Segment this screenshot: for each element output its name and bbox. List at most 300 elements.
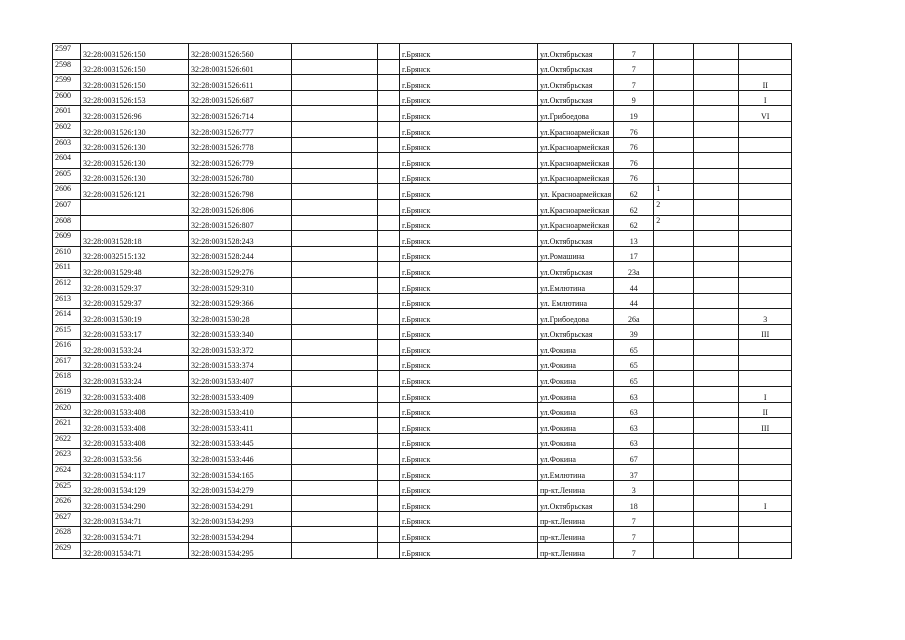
empty-cell (694, 137, 739, 153)
empty-cell (292, 355, 378, 371)
parcel-cadastral-number-cell: 32:28:0031530:19 (81, 309, 189, 325)
city-cell: г.Брянск (400, 449, 538, 465)
object-cadastral-number-cell: 32:28:0031529:276 (189, 262, 292, 278)
premises-number-cell (739, 184, 792, 200)
house-number-cell: 62 (614, 199, 654, 215)
empty-cell (292, 246, 378, 262)
object-cadastral-number-cell: 32:28:0031526:687 (189, 90, 292, 106)
house-number-cell: 18 (614, 496, 654, 512)
empty-cell (292, 340, 378, 356)
city-cell: г.Брянск (400, 106, 538, 122)
row-number-cell: 2608 (53, 215, 81, 231)
street-cell: пр-кт.Ленина (538, 480, 614, 496)
city-cell: г.Брянск (400, 231, 538, 247)
street-cell: ул. Емлютина (538, 293, 614, 309)
parcel-cadastral-number-cell: 32:28:0031526:130 (81, 121, 189, 137)
street-cell: пр-кт.Ленина (538, 511, 614, 527)
house-number-cell: 9 (614, 90, 654, 106)
house-number-cell: 7 (614, 75, 654, 91)
table-row (53, 480, 792, 496)
street-cell: ул. Красноармейская (538, 184, 614, 200)
building-number-cell (654, 418, 694, 434)
table-row (53, 215, 792, 231)
table-row (53, 496, 792, 512)
object-cadastral-number-cell: 32:28:0031534:165 (189, 465, 292, 481)
premises-number-cell: I (739, 387, 792, 403)
premises-number-cell: I (739, 496, 792, 512)
street-cell: ул.Грибоедова (538, 106, 614, 122)
house-number-cell: 76 (614, 121, 654, 137)
building-number-cell (654, 511, 694, 527)
house-number-cell: 76 (614, 168, 654, 184)
object-cadastral-number-cell: 32:28:0031528:244 (189, 246, 292, 262)
city-cell: г.Брянск (400, 199, 538, 215)
parcel-cadastral-number-cell: 32:28:0031534:71 (81, 527, 189, 543)
building-number-cell (654, 449, 694, 465)
parcel-cadastral-number-cell: 32:28:0031526:150 (81, 44, 189, 60)
empty-cell (378, 355, 400, 371)
object-cadastral-number-cell: 32:28:0031533:372 (189, 340, 292, 356)
row-number-cell: 2622 (53, 433, 81, 449)
empty-cell (694, 75, 739, 91)
parcel-cadastral-number-cell: 32:28:0031534:129 (81, 480, 189, 496)
parcel-cadastral-number-cell: 32:28:0031529:48 (81, 262, 189, 278)
row-number-cell: 2626 (53, 496, 81, 512)
city-cell: г.Брянск (400, 465, 538, 481)
city-cell: г.Брянск (400, 355, 538, 371)
empty-cell (292, 402, 378, 418)
premises-number-cell (739, 246, 792, 262)
parcel-cadastral-number-cell: 32:28:0031526:96 (81, 106, 189, 122)
city-cell: г.Брянск (400, 496, 538, 512)
building-number-cell (654, 402, 694, 418)
table-row (53, 106, 792, 122)
street-cell: ул.Октябрьская (538, 496, 614, 512)
city-cell: г.Брянск (400, 90, 538, 106)
house-number-cell: 63 (614, 433, 654, 449)
parcel-cadastral-number-cell: 32:28:0031526:150 (81, 75, 189, 91)
street-cell: ул.Фокина (538, 355, 614, 371)
empty-cell (378, 75, 400, 91)
building-number-cell (654, 59, 694, 75)
building-number-cell (654, 44, 694, 60)
empty-cell (378, 106, 400, 122)
premises-number-cell: II (739, 402, 792, 418)
table-row (53, 75, 792, 91)
empty-cell (378, 168, 400, 184)
row-number-cell: 2609 (53, 231, 81, 247)
house-number-cell: 63 (614, 387, 654, 403)
empty-cell (694, 402, 739, 418)
row-number-cell: 2613 (53, 293, 81, 309)
table-row (53, 418, 792, 434)
premises-number-cell: 3 (739, 309, 792, 325)
empty-cell (378, 340, 400, 356)
parcel-cadastral-number-cell: 32:28:0031534:71 (81, 543, 189, 559)
parcel-cadastral-number-cell: 32:28:0031529:37 (81, 277, 189, 293)
table-row (53, 246, 792, 262)
empty-cell (694, 184, 739, 200)
premises-number-cell (739, 199, 792, 215)
parcel-cadastral-number-cell: 32:28:0031526:130 (81, 153, 189, 169)
house-number-cell: 13 (614, 231, 654, 247)
empty-cell (694, 433, 739, 449)
row-number-cell: 2610 (53, 246, 81, 262)
row-number-cell: 2601 (53, 106, 81, 122)
parcel-cadastral-number-cell: 32:28:0031533:24 (81, 340, 189, 356)
object-cadastral-number-cell: 32:28:0031526:560 (189, 44, 292, 60)
empty-cell (378, 480, 400, 496)
empty-cell (292, 59, 378, 75)
object-cadastral-number-cell: 32:28:0031529:366 (189, 293, 292, 309)
row-number-cell: 2617 (53, 355, 81, 371)
street-cell: ул.Ромашина (538, 246, 614, 262)
empty-cell (292, 153, 378, 169)
empty-cell (378, 387, 400, 403)
building-number-cell (654, 340, 694, 356)
empty-cell (694, 449, 739, 465)
premises-number-cell (739, 59, 792, 75)
parcel-cadastral-number-cell: 32:28:0031526:153 (81, 90, 189, 106)
parcel-cadastral-number-cell: 32:28:0031533:408 (81, 387, 189, 403)
parcel-cadastral-number-cell: 32:28:0031533:24 (81, 355, 189, 371)
object-cadastral-number-cell: 32:28:0031526:780 (189, 168, 292, 184)
table-row (53, 465, 792, 481)
table-row (53, 309, 792, 325)
table-row (53, 231, 792, 247)
street-cell: ул.Красноармейская (538, 168, 614, 184)
row-number-cell: 2615 (53, 324, 81, 340)
building-number-cell (654, 231, 694, 247)
building-number-cell (654, 355, 694, 371)
street-cell: пр-кт.Ленина (538, 543, 614, 559)
empty-cell (378, 184, 400, 200)
street-cell: ул.Фокина (538, 387, 614, 403)
empty-cell (694, 121, 739, 137)
house-number-cell: 7 (614, 44, 654, 60)
row-number-cell: 2602 (53, 121, 81, 137)
premises-number-cell: III (739, 324, 792, 340)
empty-cell (694, 59, 739, 75)
table-body (53, 44, 792, 559)
empty-cell (292, 75, 378, 91)
object-cadastral-number-cell: 32:28:0031534:291 (189, 496, 292, 512)
city-cell: г.Брянск (400, 277, 538, 293)
city-cell: г.Брянск (400, 59, 538, 75)
row-number-cell: 2607 (53, 199, 81, 215)
premises-number-cell (739, 262, 792, 278)
parcel-cadastral-number-cell: 32:28:0031526:130 (81, 137, 189, 153)
empty-cell (292, 387, 378, 403)
building-number-cell (654, 277, 694, 293)
building-number-cell (654, 465, 694, 481)
empty-cell (378, 543, 400, 559)
empty-cell (378, 527, 400, 543)
premises-number-cell: VI (739, 106, 792, 122)
city-cell: г.Брянск (400, 543, 538, 559)
empty-cell (378, 231, 400, 247)
city-cell: г.Брянск (400, 262, 538, 278)
house-number-cell: 7 (614, 59, 654, 75)
object-cadastral-number-cell: 32:28:0031528:243 (189, 231, 292, 247)
building-number-cell (654, 433, 694, 449)
object-cadastral-number-cell: 32:28:0031529:310 (189, 277, 292, 293)
parcel-cadastral-number-cell: 32:28:0031528:18 (81, 231, 189, 247)
house-number-cell: 65 (614, 355, 654, 371)
object-cadastral-number-cell: 32:28:0031534:279 (189, 480, 292, 496)
house-number-cell: 62 (614, 184, 654, 200)
object-cadastral-number-cell: 32:28:0031533:340 (189, 324, 292, 340)
street-cell: ул.Емлютина (538, 277, 614, 293)
object-cadastral-number-cell: 32:28:0031526:601 (189, 59, 292, 75)
building-number-cell: 2 (654, 199, 694, 215)
row-number-cell: 2611 (53, 262, 81, 278)
parcel-cadastral-number-cell: 32:28:0031533:17 (81, 324, 189, 340)
house-number-cell: 26а (614, 309, 654, 325)
empty-cell (378, 262, 400, 278)
object-cadastral-number-cell: 32:28:0031526:806 (189, 199, 292, 215)
street-cell: ул.Фокина (538, 449, 614, 465)
object-cadastral-number-cell: 32:28:0031533:407 (189, 371, 292, 387)
building-number-cell (654, 106, 694, 122)
empty-cell (378, 449, 400, 465)
object-cadastral-number-cell: 32:28:0031526:807 (189, 215, 292, 231)
empty-cell (292, 324, 378, 340)
object-cadastral-number-cell: 32:28:0031534:293 (189, 511, 292, 527)
house-number-cell: 17 (614, 246, 654, 262)
empty-cell (378, 246, 400, 262)
city-cell: г.Брянск (400, 137, 538, 153)
premises-number-cell (739, 137, 792, 153)
building-number-cell (654, 309, 694, 325)
row-number-cell: 2627 (53, 511, 81, 527)
empty-cell (694, 106, 739, 122)
empty-cell (292, 465, 378, 481)
table-row (53, 355, 792, 371)
street-cell: ул.Фокина (538, 418, 614, 434)
house-number-cell: 44 (614, 277, 654, 293)
premises-number-cell (739, 215, 792, 231)
empty-cell (292, 137, 378, 153)
row-number-cell: 2629 (53, 543, 81, 559)
premises-number-cell (739, 355, 792, 371)
parcel-cadastral-number-cell: 32:28:0031533:408 (81, 418, 189, 434)
empty-cell (292, 44, 378, 60)
parcel-cadastral-number-cell: 32:28:0031533:24 (81, 371, 189, 387)
house-number-cell: 76 (614, 137, 654, 153)
street-cell: пр-кт.Ленина (538, 527, 614, 543)
premises-number-cell (739, 340, 792, 356)
building-number-cell (654, 153, 694, 169)
premises-number-cell (739, 44, 792, 60)
house-number-cell: 67 (614, 449, 654, 465)
street-cell: ул.Октябрьская (538, 231, 614, 247)
parcel-cadastral-number-cell: 32:28:0031533:408 (81, 402, 189, 418)
empty-cell (292, 293, 378, 309)
table-row (53, 293, 792, 309)
building-number-cell (654, 480, 694, 496)
empty-cell (292, 449, 378, 465)
building-number-cell (654, 371, 694, 387)
empty-cell (378, 44, 400, 60)
premises-number-cell: I (739, 90, 792, 106)
empty-cell (292, 433, 378, 449)
street-cell: ул.Октябрьская (538, 90, 614, 106)
building-number-cell (654, 324, 694, 340)
parcel-cadastral-number-cell: 32:28:0031529:37 (81, 293, 189, 309)
parcel-cadastral-number-cell: 32:28:0031526:121 (81, 184, 189, 200)
object-cadastral-number-cell: 32:28:0031526:777 (189, 121, 292, 137)
row-number-cell: 2614 (53, 309, 81, 325)
empty-cell (378, 433, 400, 449)
empty-cell (694, 309, 739, 325)
cadastral-register-table (52, 43, 792, 559)
premises-number-cell (739, 277, 792, 293)
row-number-cell: 2599 (53, 75, 81, 91)
object-cadastral-number-cell: 32:28:0031534:295 (189, 543, 292, 559)
street-cell: ул.Красноармейская (538, 153, 614, 169)
empty-cell (694, 418, 739, 434)
premises-number-cell (739, 527, 792, 543)
house-number-cell: 7 (614, 527, 654, 543)
city-cell: г.Брянск (400, 153, 538, 169)
object-cadastral-number-cell: 32:28:0031526:779 (189, 153, 292, 169)
empty-cell (378, 309, 400, 325)
row-number-cell: 2605 (53, 168, 81, 184)
empty-cell (292, 215, 378, 231)
empty-cell (694, 387, 739, 403)
empty-cell (292, 262, 378, 278)
row-number-cell: 2624 (53, 465, 81, 481)
street-cell: ул.Октябрьская (538, 44, 614, 60)
empty-cell (694, 293, 739, 309)
row-number-cell: 2621 (53, 418, 81, 434)
empty-cell (694, 511, 739, 527)
building-number-cell (654, 75, 694, 91)
building-number-cell (654, 387, 694, 403)
city-cell: г.Брянск (400, 121, 538, 137)
premises-number-cell (739, 168, 792, 184)
premises-number-cell: II (739, 75, 792, 91)
building-number-cell (654, 168, 694, 184)
table-row (53, 511, 792, 527)
table-row (53, 137, 792, 153)
row-number-cell: 2603 (53, 137, 81, 153)
city-cell: г.Брянск (400, 246, 538, 262)
building-number-cell (654, 543, 694, 559)
table-row (53, 387, 792, 403)
parcel-cadastral-number-cell: 32:28:0031533:408 (81, 433, 189, 449)
empty-cell (694, 543, 739, 559)
house-number-cell: 76 (614, 153, 654, 169)
empty-cell (292, 277, 378, 293)
empty-cell (378, 293, 400, 309)
table-row (53, 324, 792, 340)
premises-number-cell (739, 293, 792, 309)
object-cadastral-number-cell: 32:28:0031533:446 (189, 449, 292, 465)
premises-number-cell (739, 231, 792, 247)
object-cadastral-number-cell: 32:28:0031534:294 (189, 527, 292, 543)
street-cell: ул.Октябрьская (538, 262, 614, 278)
street-cell: ул.Фокина (538, 340, 614, 356)
city-cell: г.Брянск (400, 527, 538, 543)
building-number-cell (654, 90, 694, 106)
empty-cell (292, 184, 378, 200)
empty-cell (694, 262, 739, 278)
empty-cell (378, 277, 400, 293)
city-cell: г.Брянск (400, 75, 538, 91)
house-number-cell: 39 (614, 324, 654, 340)
row-number-cell: 2600 (53, 90, 81, 106)
empty-cell (292, 106, 378, 122)
street-cell: ул.Емлютина (538, 465, 614, 481)
table-row (53, 449, 792, 465)
row-number-cell: 2623 (53, 449, 81, 465)
object-cadastral-number-cell: 32:28:0031526:798 (189, 184, 292, 200)
object-cadastral-number-cell: 32:28:0031533:409 (189, 387, 292, 403)
city-cell: г.Брянск (400, 324, 538, 340)
object-cadastral-number-cell: 32:28:0031533:411 (189, 418, 292, 434)
premises-number-cell: III (739, 418, 792, 434)
street-cell: ул.Фокина (538, 371, 614, 387)
empty-cell (694, 340, 739, 356)
parcel-cadastral-number-cell: 32:28:0032515:132 (81, 246, 189, 262)
table-row (53, 199, 792, 215)
building-number-cell (654, 262, 694, 278)
premises-number-cell (739, 543, 792, 559)
building-number-cell (654, 527, 694, 543)
house-number-cell: 37 (614, 465, 654, 481)
table-row (53, 402, 792, 418)
table-row (53, 527, 792, 543)
table-row (53, 168, 792, 184)
city-cell: г.Брянск (400, 418, 538, 434)
city-cell: г.Брянск (400, 44, 538, 60)
table-row (53, 433, 792, 449)
house-number-cell: 19 (614, 106, 654, 122)
empty-cell (378, 465, 400, 481)
house-number-cell: 62 (614, 215, 654, 231)
empty-cell (694, 355, 739, 371)
empty-cell (292, 231, 378, 247)
empty-cell (378, 137, 400, 153)
empty-cell (292, 121, 378, 137)
house-number-cell: 63 (614, 418, 654, 434)
empty-cell (694, 324, 739, 340)
city-cell: г.Брянск (400, 168, 538, 184)
parcel-cadastral-number-cell: 32:28:0031534:117 (81, 465, 189, 481)
row-number-cell: 2604 (53, 153, 81, 169)
empty-cell (292, 480, 378, 496)
empty-cell (378, 371, 400, 387)
house-number-cell: 7 (614, 511, 654, 527)
house-number-cell: 65 (614, 371, 654, 387)
premises-number-cell (739, 480, 792, 496)
street-cell: ул.Октябрьская (538, 324, 614, 340)
city-cell: г.Брянск (400, 184, 538, 200)
premises-number-cell (739, 153, 792, 169)
building-number-cell: 2 (654, 215, 694, 231)
empty-cell (378, 324, 400, 340)
empty-cell (292, 543, 378, 559)
empty-cell (378, 121, 400, 137)
city-cell: г.Брянск (400, 387, 538, 403)
table-row (53, 262, 792, 278)
row-number-cell: 2606 (53, 184, 81, 200)
object-cadastral-number-cell: 32:28:0031533:445 (189, 433, 292, 449)
empty-cell (378, 418, 400, 434)
empty-cell (292, 309, 378, 325)
